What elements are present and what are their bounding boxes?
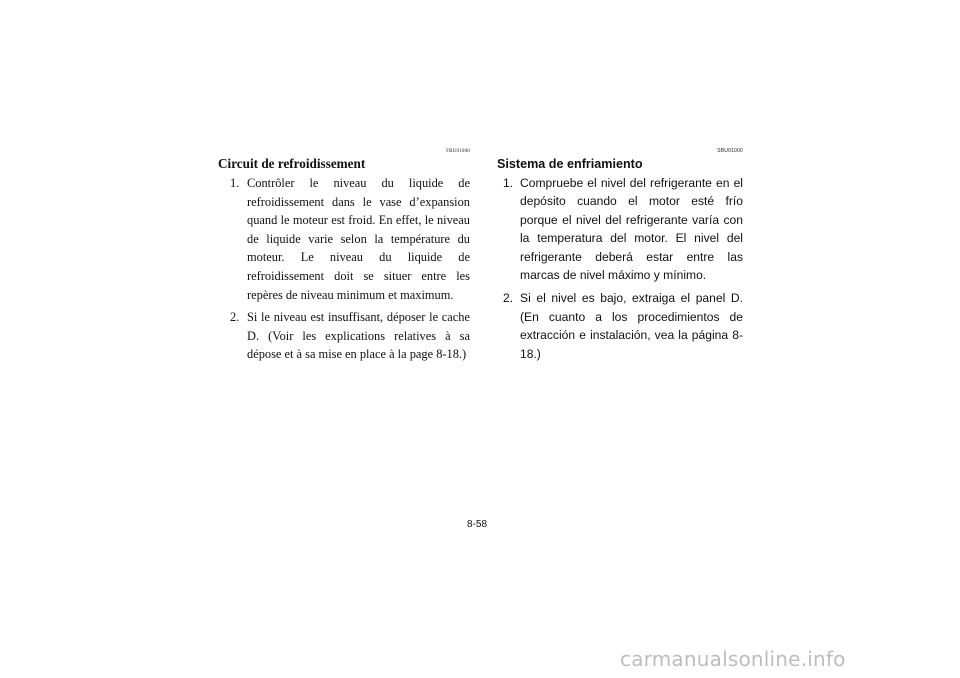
section-code: FBU01000	[446, 149, 470, 154]
step-number: 2.	[503, 291, 514, 306]
section-code: SBU01000	[717, 148, 743, 154]
watermark-text: carmanualsonline.info	[620, 647, 846, 671]
list-item	[218, 308, 470, 364]
step-list	[497, 174, 743, 363]
page-number: 8-58	[467, 519, 488, 530]
list-item	[218, 174, 470, 304]
step-list	[218, 174, 470, 364]
step-text: Si el nivel es bajo, extraiga el panel D. (En cuanto a los procedimientos de extracción e instalación, vea la página 8-18.)	[520, 291, 743, 361]
step-number: 1.	[230, 176, 240, 190]
step-text: Contrôler le niveau du liquide de refroidissement dans le vase d’expansion quand le moteur est froid. En effet, le niveau de liquide varie selon la température du moteur. Le niveau du liquide de refroidissement doit se situer entre les repères de niveau minimum et maximum.	[247, 176, 470, 302]
step-number: 2.	[230, 310, 240, 325]
list-item	[497, 289, 743, 363]
section-heading: Circuit de refroidissement	[218, 156, 366, 171]
step-number: 1.	[503, 176, 514, 190]
step-text: Compruebe el nivel del refrigerante en el depósito cuando el motor esté frío porque el nivel del refrigerante varía con la temperatura del motor. El nivel del refrigerante deberá estar entre las marcas de nivel máximo y mínimo.	[520, 176, 743, 283]
step-text: Si le niveau est insuffisant, déposer le cache D. (Voir les explications relatives à sa dépose et à sa mise en place à la page 8-18.)	[247, 310, 470, 362]
section-heading: Sistema de enfriamiento	[497, 157, 643, 171]
list-item	[497, 174, 743, 284]
spanish-column	[497, 148, 743, 368]
french-column	[218, 148, 470, 368]
